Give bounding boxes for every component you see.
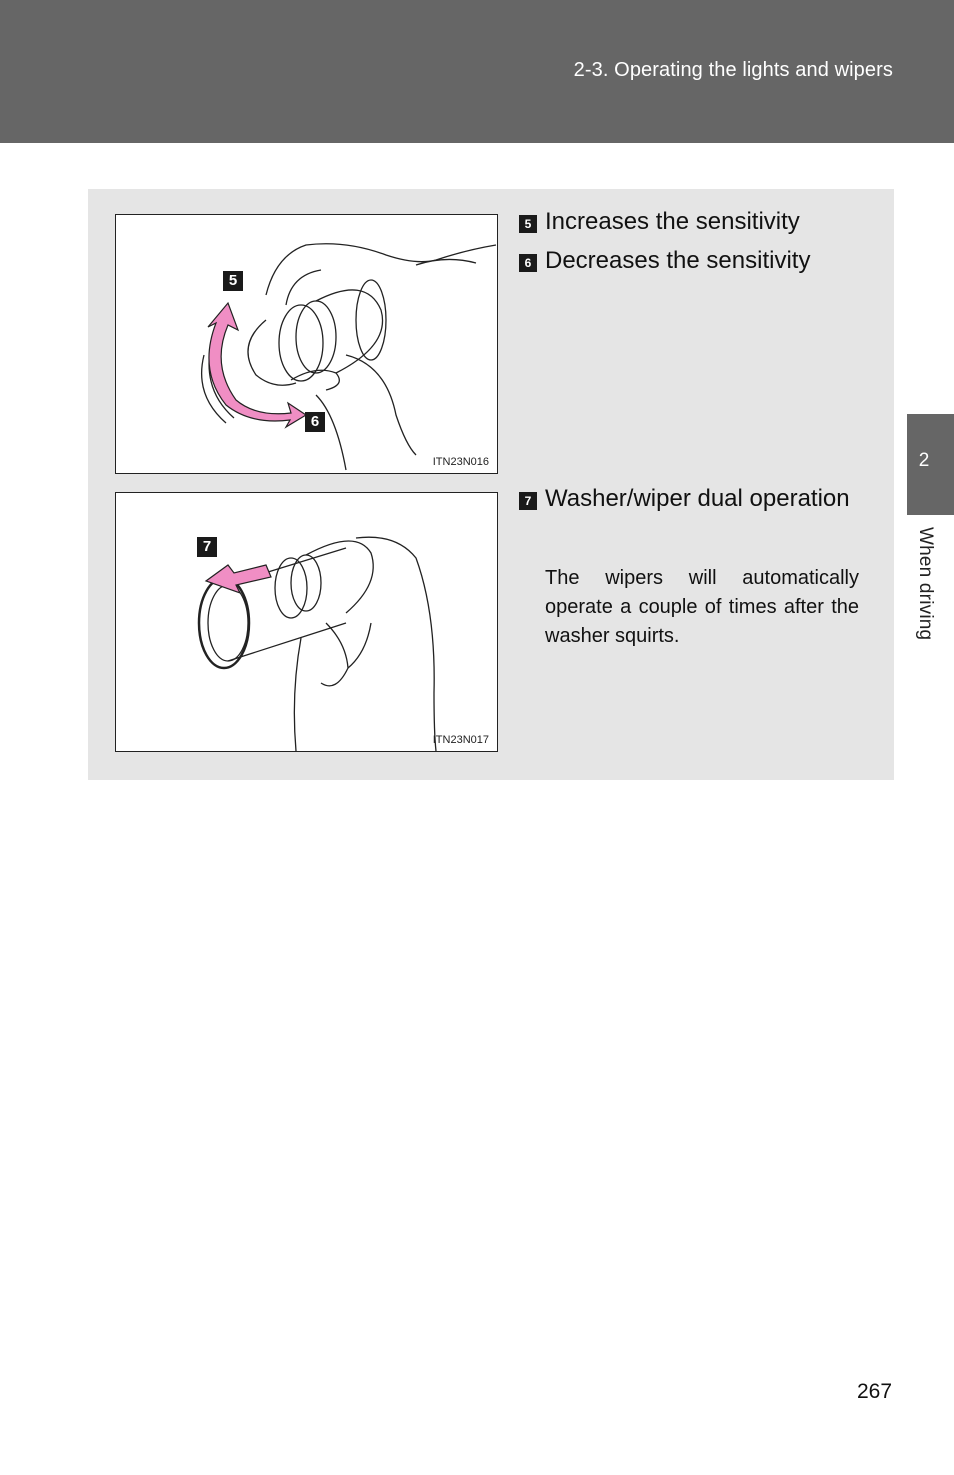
- item-washer-wiper: [519, 482, 859, 516]
- item-text: Washer/wiper dual operation: [545, 485, 850, 512]
- item-number-badge: 6: [519, 254, 537, 272]
- item-decrease-sensitivity: [519, 244, 810, 278]
- callout-5: 5: [223, 271, 243, 291]
- chapter-tab: [907, 414, 954, 515]
- rotate-arrow-icon: [208, 303, 306, 427]
- item-increase-sensitivity: [519, 205, 800, 239]
- sensitivity-illustration: [116, 215, 498, 474]
- washer-description: The wipers will automatically operate a couple of times after the washer squirts.: [545, 567, 859, 647]
- page-header: [0, 0, 954, 143]
- chapter-number: 2: [918, 450, 930, 471]
- chapter-label: When driving: [915, 527, 936, 641]
- item-text: Decreases the sensitivity: [545, 247, 811, 274]
- section-title: 2-3. Operating the lights and wipers: [573, 59, 893, 81]
- item-text: Increases the sensitivity: [545, 208, 800, 235]
- callout-6: 6: [305, 412, 325, 432]
- figure-sensitivity: [115, 214, 498, 474]
- item-number-badge: 7: [519, 492, 537, 510]
- item-number-badge: 5: [519, 215, 537, 233]
- figure-code: ITN23N016: [432, 456, 489, 468]
- figure-washer: [115, 492, 498, 752]
- page-number: 267: [857, 1380, 893, 1403]
- washer-illustration: [116, 493, 498, 752]
- figure-code: ITN23N017: [432, 734, 489, 746]
- pull-arrow-icon: [206, 565, 271, 593]
- callout-7: 7: [197, 537, 217, 557]
